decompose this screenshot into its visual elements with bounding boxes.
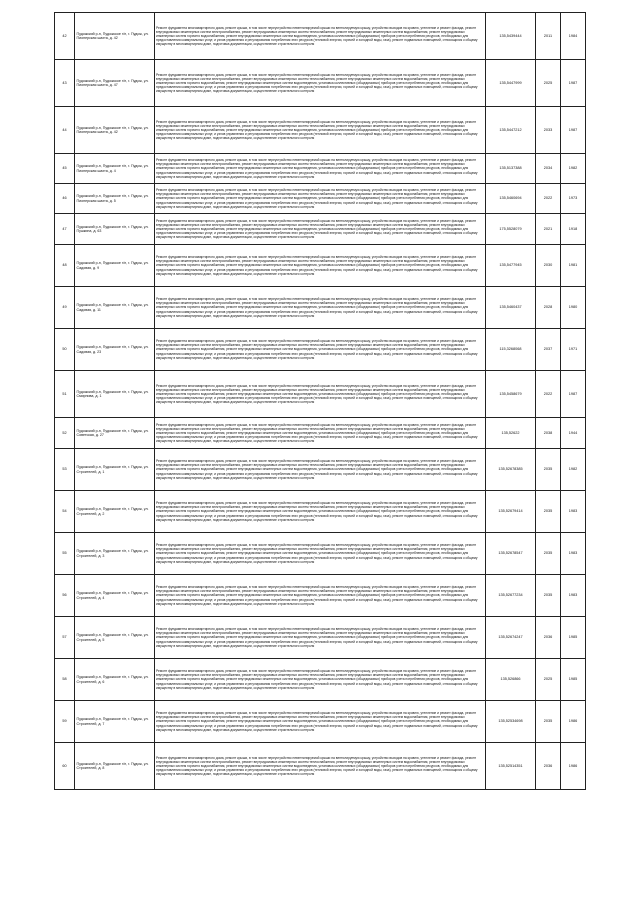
row-number: 59	[55, 701, 75, 743]
address-cell: Пудожский р-н, Пудожское г/п, г. Пудож, ул. Садовая, д. 9	[75, 245, 155, 287]
address-cell: Пудожский р-н, Пудожское г/п, г. Пудож, ул. Пушкина, д. 63	[75, 214, 155, 245]
area-cell: 115,3268068	[486, 329, 536, 371]
table-row	[55, 418, 586, 449]
year-b-cell: 1986	[561, 701, 586, 743]
area-cell: 135,52679414	[486, 491, 536, 533]
row-number: 46	[55, 184, 75, 214]
year-a-cell: 2022	[536, 371, 561, 418]
housing-repair-table	[54, 12, 586, 790]
address-cell: Пудожский р-н, Пудожское г/п, г. Пудож, ул. Строителей, д. 5	[75, 617, 155, 659]
row-number: 58	[55, 659, 75, 701]
year-b-cell: 1918	[561, 214, 586, 245]
year-a-cell: 2021	[536, 214, 561, 245]
table-row	[55, 107, 586, 154]
year-b-cell: 1981	[561, 245, 586, 287]
row-number: 47	[55, 214, 75, 245]
area-cell: 135,52677234	[486, 575, 536, 617]
year-b-cell: 1987	[561, 107, 586, 154]
area-cell: 135,5458679	[486, 371, 536, 418]
table-row	[55, 659, 586, 701]
address-cell: Пудожский р-н, Пудожское г/п, г. Пудож, ул. Строителей, д. 4	[75, 575, 155, 617]
works-description-cell: Ремонт фундамента многоквартирного дома, ремонт крыши, в том числе переустройство невентилируемой крыши на вентилируемую крышу, устройство выходов на кровлю, утепление и ремонт фасада, ремонт внутридомовых инженерных систем электроснабжения, ремонт внутридомовых инженерных систем теплоснабжения, ремонт внутридомовых инженерных систем водоснабжения, ремонт внутридомовых инженерных систем горячего водоснабжения, ремонт внутридомовых инженерных систем водоотведения, установка коллективных (общедомовых) приборов учета потребления ресурсов, необходимых для предоставления коммунальных услуг, и узлов управления и регулирования потребления этих ресурсов (тепловой энергии, горячей и холодной воды, газа), ремонт подвальных помещений, относящихся к общему имуществу в многоквартирном доме, подготовка документации, осуществление строительного контроля	[155, 575, 486, 617]
address-cell: Пудожский р-н, Пудожское г/п, г. Пудож, ул. Смирнова, д. 1	[75, 371, 155, 418]
address-cell: Пудожский р-н, Пудожское г/п, г. Пудож, ул. Садовая, д. 23	[75, 329, 155, 371]
works-description-cell: Ремонт фундамента многоквартирного дома, ремонт крыши, в том числе переустройство невентилируемой крыши на вентилируемую крышу, устройство выходов на кровлю, утепление и ремонт фасада, ремонт внутридомовых инженерных систем электроснабжения, ремонт внутридомовых инженерных систем теплоснабжения, ремонт внутридомовых инженерных систем водоснабжения, ремонт внутридомовых инженерных систем горячего водоснабжения, ремонт внутридомовых инженерных систем водоотведения, установка коллективных (общедомовых) приборов учета потребления ресурсов, необходимых для предоставления коммунальных услуг, и узлов управления и регулирования потребления этих ресурсов (тепловой энергии, горячей и холодной воды, газа), ремонт подвальных помещений, относящихся к общему имуществу в многоквартирном доме, подготовка документации, осуществление строительного контроля	[155, 107, 486, 154]
table-row	[55, 617, 586, 659]
row-number: 52	[55, 418, 75, 449]
address-cell: Пудожский р-н, Пудожское г/п, г. Пудож, ул. Пионерская шахта, д. 4	[75, 154, 155, 184]
area-cell: 135,52678385	[486, 449, 536, 491]
year-b-cell: 1973	[561, 184, 586, 214]
year-b-cell: 1983	[561, 533, 586, 575]
row-number: 42	[55, 13, 75, 60]
area-cell: 135,52622	[486, 418, 536, 449]
table-row	[55, 449, 586, 491]
area-cell: 135,5460437	[486, 287, 536, 329]
works-description-cell: Ремонт фундамента многоквартирного дома, ремонт крыши, в том числе переустройство невентилируемой крыши на вентилируемую крышу, устройство выходов на кровлю, утепление и ремонт фасада, ремонт внутридомовых инженерных систем электроснабжения, ремонт внутридомовых инженерных систем теплоснабжения, ремонт внутридомовых инженерных систем водоснабжения, ремонт внутридомовых инженерных систем горячего водоснабжения, ремонт внутридомовых инженерных систем водоотведения, установка коллективных (общедомовых) приборов учета потребления ресурсов, необходимых для предоставления коммунальных услуг, и узлов управления и регулирования потребления этих ресурсов (тепловой энергии, горячей и холодной воды, газа), ремонт подвальных помещений, относящихся к общему имуществу в многоквартирном доме, подготовка документации, осуществление строительного контроля	[155, 329, 486, 371]
area-cell: 175,5528079	[486, 214, 536, 245]
row-number: 43	[55, 60, 75, 107]
year-b-cell: 1980	[561, 287, 586, 329]
works-description-cell: Ремонт фундамента многоквартирного дома, ремонт крыши, в том числе переустройство невентилируемой крыши на вентилируемую крышу, устройство выходов на кровлю, утепление и ремонт фасада, ремонт внутридомовых инженерных систем электроснабжения, ремонт внутридомовых инженерных систем теплоснабжения, ремонт внутридомовых инженерных систем водоснабжения, ремонт внутридомовых инженерных систем горячего водоснабжения, ремонт внутридомовых инженерных систем водоотведения, установка коллективных (общедомовых) приборов учета потребления ресурсов, необходимых для предоставления коммунальных услуг, и узлов управления и регулирования потребления этих ресурсов (тепловой энергии, горячей и холодной воды, газа), ремонт подвальных помещений, относящихся к общему имуществу в многоквартирном доме, подготовка документации, осуществление строительного контроля	[155, 60, 486, 107]
works-description-cell: Ремонт фундамента многоквартирного дома, ремонт крыши, в том числе переустройство невентилируемой крыши на вентилируемую крышу, устройство выходов на кровлю, утепление и ремонт фасада, ремонт внутридомовых инженерных систем электроснабжения, ремонт внутридомовых инженерных систем теплоснабжения, ремонт внутридомовых инженерных систем водоснабжения, ремонт внутридомовых инженерных систем горячего водоснабжения, ремонт внутридомовых инженерных систем водоотведения, установка коллективных (общедомовых) приборов учета потребления ресурсов, необходимых для предоставления коммунальных услуг, и узлов управления и регулирования потребления этих ресурсов (тепловой энергии, горячей и холодной воды, газа), ремонт подвальных помещений, относящихся к общему имуществу в многоквартирном доме, подготовка документации, осуществление строительного контроля	[155, 245, 486, 287]
year-b-cell: 1984	[561, 13, 586, 60]
row-number: 60	[55, 743, 75, 790]
year-b-cell: 1944	[561, 418, 586, 449]
works-description-cell: Ремонт фундамента многоквартирного дома, ремонт крыши, в том числе переустройство невентилируемой крыши на вентилируемую крышу, устройство выходов на кровлю, утепление и ремонт фасада, ремонт внутридомовых инженерных систем электроснабжения, ремонт внутридомовых инженерных систем теплоснабжения, ремонт внутридомовых инженерных систем водоснабжения, ремонт внутридомовых инженерных систем горячего водоснабжения, ремонт внутридомовых инженерных систем водоотведения, установка коллективных (общедомовых) приборов учета потребления ресурсов, необходимых для предоставления коммунальных услуг, и узлов управления и регулирования потребления этих ресурсов (тепловой энергии, горячей и холодной воды, газа), ремонт подвальных помещений, относящихся к общему имуществу в многоквартирном доме, подготовка документации, осуществление строительного контроля	[155, 184, 486, 214]
year-a-cell: 2035	[536, 575, 561, 617]
area-cell: 135,52514351	[486, 743, 536, 790]
table-row	[55, 371, 586, 418]
table-row	[55, 533, 586, 575]
area-cell: 135,5439444	[486, 13, 536, 60]
works-description-cell: Ремонт фундамента многоквартирного дома, ремонт крыши, в том числе переустройство невентилируемой крыши на вентилируемую крышу, устройство выходов на кровлю, утепление и ремонт фасада, ремонт внутридомовых инженерных систем электроснабжения, ремонт внутридомовых инженерных систем теплоснабжения, ремонт внутридомовых инженерных систем водоснабжения, ремонт внутридомовых инженерных систем горячего водоснабжения, ремонт внутридомовых инженерных систем водоотведения, установка коллективных (общедомовых) приборов учета потребления ресурсов, необходимых для предоставления коммунальных услуг, и узлов управления и регулирования потребления этих ресурсов (тепловой энергии, горячей и холодной воды, газа), ремонт подвальных помещений, относящихся к общему имуществу в многоквартирном доме, подготовка документации, осуществление строительного контроля	[155, 287, 486, 329]
table-row	[55, 743, 586, 790]
year-b-cell: 1986	[561, 743, 586, 790]
year-b-cell: 1982	[561, 449, 586, 491]
row-number: 55	[55, 533, 75, 575]
area-cell: 135,526866	[486, 659, 536, 701]
table-row	[55, 154, 586, 184]
row-number: 49	[55, 287, 75, 329]
year-a-cell: 2022	[536, 184, 561, 214]
table-row	[55, 329, 586, 371]
works-description-cell: Ремонт фундамента многоквартирного дома, ремонт крыши, в том числе переустройство невентилируемой крыши на вентилируемую крышу, устройство выходов на кровлю, утепление и ремонт фасада, ремонт внутридомовых инженерных систем электроснабжения, ремонт внутридомовых инженерных систем теплоснабжения, ремонт внутридомовых инженерных систем водоснабжения, ремонт внутридомовых инженерных систем горячего водоснабжения, ремонт внутридомовых инженерных систем водоотведения, установка коллективных (общедомовых) приборов учета потребления ресурсов, необходимых для предоставления коммунальных услуг, и узлов управления и регулирования потребления этих ресурсов (тепловой энергии, горячей и холодной воды, газа), ремонт подвальных помещений, относящихся к общему имуществу в многоквартирном доме, подготовка документации, осуществление строительного контроля	[155, 13, 486, 60]
address-cell: Пудожский р-н, Пудожское г/п, г. Пудож, ул. Пионерская шахта, д. 42	[75, 13, 155, 60]
row-number: 57	[55, 617, 75, 659]
year-b-cell: 1987	[561, 60, 586, 107]
year-a-cell: 2025	[536, 659, 561, 701]
row-number: 44	[55, 107, 75, 154]
works-description-cell: Ремонт фундамента многоквартирного дома, ремонт крыши, в том числе переустройство невентилируемой крыши на вентилируемую крышу, устройство выходов на кровлю, утепление и ремонт фасада, ремонт внутридомовых инженерных систем электроснабжения, ремонт внутридомовых инженерных систем теплоснабжения, ремонт внутридомовых инженерных систем водоснабжения, ремонт внутридомовых инженерных систем горячего водоснабжения, ремонт внутридомовых инженерных систем водоотведения, установка коллективных (общедомовых) приборов учета потребления ресурсов, необходимых для предоставления коммунальных услуг, и узлов управления и регулирования потребления этих ресурсов (тепловой энергии, горячей и холодной воды, газа), ремонт подвальных помещений, относящихся к общему имуществу в многоквартирном доме, подготовка документации, осуществление строительного контроля	[155, 659, 486, 701]
year-a-cell: 2034	[536, 154, 561, 184]
year-b-cell: 1982	[561, 154, 586, 184]
table-row	[55, 184, 586, 214]
table-body	[55, 13, 586, 790]
area-cell: 135,5447212	[486, 107, 536, 154]
works-description-cell: Ремонт фундамента многоквартирного дома, ремонт крыши, в том числе переустройство невентилируемой крыши на вентилируемую крышу, устройство выходов на кровлю, утепление и ремонт фасада, ремонт внутридомовых инженерных систем электроснабжения, ремонт внутридомовых инженерных систем теплоснабжения, ремонт внутридомовых инженерных систем водоснабжения, ремонт внутридомовых инженерных систем горячего водоснабжения, ремонт внутридомовых инженерных систем водоотведения, установка коллективных (общедомовых) приборов учета потребления ресурсов, необходимых для предоставления коммунальных услуг, и узлов управления и регулирования потребления этих ресурсов (тепловой энергии, горячей и холодной воды, газа), ремонт подвальных помещений, относящихся к общему имуществу в многоквартирном доме, подготовка документации, осуществление строительного контроля	[155, 533, 486, 575]
address-cell: Пудожский р-н, Пудожское г/п, г. Пудож, ул. Пионерская шахта, д. 47	[75, 60, 155, 107]
row-number: 56	[55, 575, 75, 617]
table-row	[55, 287, 586, 329]
year-a-cell: 2028	[536, 287, 561, 329]
works-description-cell: Ремонт фундамента многоквартирного дома, ремонт крыши, в том числе переустройство невентилируемой крыши на вентилируемую крышу, устройство выходов на кровлю, утепление и ремонт фасада, ремонт внутридомовых инженерных систем электроснабжения, ремонт внутридомовых инженерных систем теплоснабжения, ремонт внутридомовых инженерных систем водоснабжения, ремонт внутридомовых инженерных систем горячего водоснабжения, ремонт внутридомовых инженерных систем водоотведения, установка коллективных (общедомовых) приборов учета потребления ресурсов, необходимых для предоставления коммунальных услуг, и узлов управления и регулирования потребления этих ресурсов (тепловой энергии, горячей и холодной воды, газа), ремонт подвальных помещений, относящихся к общему имуществу в многоквартирном доме, подготовка документации, осуществление строительного контроля	[155, 154, 486, 184]
area-cell: 135,5137388	[486, 154, 536, 184]
works-description-cell: Ремонт фундамента многоквартирного дома, ремонт крыши, в том числе переустройство невентилируемой крыши на вентилируемую крышу, устройство выходов на кровлю, утепление и ремонт фасада, ремонт внутридомовых инженерных систем электроснабжения, ремонт внутридомовых инженерных систем теплоснабжения, ремонт внутридомовых инженерных систем водоснабжения, ремонт внутридомовых инженерных систем горячего водоснабжения, ремонт внутридомовых инженерных систем водоотведения, установка коллективных (общедомовых) приборов учета потребления ресурсов, необходимых для предоставления коммунальных услуг, и узлов управления и регулирования потребления этих ресурсов (тепловой энергии, горячей и холодной воды, газа), ремонт подвальных помещений, относящихся к общему имуществу в многоквартирном доме, подготовка документации, осуществление строительного контроля	[155, 617, 486, 659]
address-cell: Пудожский р-н, Пудожское г/п, г. Пудож, ул. Садовая, д. 11	[75, 287, 155, 329]
area-cell: 135,5447999	[486, 60, 536, 107]
year-b-cell: 1983	[561, 575, 586, 617]
area-cell: 135,5477945	[486, 245, 536, 287]
works-description-cell: Ремонт фундамента многоквартирного дома, ремонт крыши, в том числе переустройство невентилируемой крыши на вентилируемую крышу, устройство выходов на кровлю, утепление и ремонт фасада, ремонт внутридомовых инженерных систем электроснабжения, ремонт внутридомовых инженерных систем теплоснабжения, ремонт внутридомовых инженерных систем водоснабжения, ремонт внутридомовых инженерных систем горячего водоснабжения, ремонт внутридомовых инженерных систем водоотведения, установка коллективных (общедомовых) приборов учета потребления ресурсов, необходимых для предоставления коммунальных услуг, и узлов управления и регулирования потребления этих ресурсов (тепловой энергии, горячей и холодной воды, газа), ремонт подвальных помещений, относящихся к общему имуществу в многоквартирном доме, подготовка документации, осуществление строительного контроля	[155, 491, 486, 533]
area-cell: 135,52674247	[486, 617, 536, 659]
year-b-cell: 1985	[561, 617, 586, 659]
address-cell: Пудожский р-н, Пудожское г/п, г. Пудож, ул. Строителей, д. 8	[75, 743, 155, 790]
year-a-cell: 2035	[536, 491, 561, 533]
works-description-cell: Ремонт фундамента многоквартирного дома, ремонт крыши, в том числе переустройство невентилируемой крыши на вентилируемую крышу, устройство выходов на кровлю, утепление и ремонт фасада, ремонт внутридомовых инженерных систем электроснабжения, ремонт внутридомовых инженерных систем теплоснабжения, ремонт внутридомовых инженерных систем водоснабжения, ремонт внутридомовых инженерных систем горячего водоснабжения, ремонт внутридомовых инженерных систем водоотведения, установка коллективных (общедомовых) приборов учета потребления ресурсов, необходимых для предоставления коммунальных услуг, и узлов управления и регулирования потребления этих ресурсов (тепловой энергии, горячей и холодной воды, газа), ремонт подвальных помещений, относящихся к общему имуществу в многоквартирном доме, подготовка документации, осуществление строительного контроля	[155, 743, 486, 790]
works-description-cell: Ремонт фундамента многоквартирного дома, ремонт крыши, в том числе переустройство невентилируемой крыши на вентилируемую крышу, устройство выходов на кровлю, утепление и ремонт фасада, ремонт внутридомовых инженерных систем электроснабжения, ремонт внутридомовых инженерных систем теплоснабжения, ремонт внутридомовых инженерных систем водоснабжения, ремонт внутридомовых инженерных систем горячего водоснабжения, ремонт внутридомовых инженерных систем водоотведения, установка коллективных (общедомовых) приборов учета потребления ресурсов, необходимых для предоставления коммунальных услуг, и узлов управления и регулирования потребления этих ресурсов (тепловой энергии, горячей и холодной воды, газа), ремонт подвальных помещений, относящихся к общему имуществу в многоквартирном доме, подготовка документации, осуществление строительного контроля	[155, 371, 486, 418]
year-b-cell: 1983	[561, 491, 586, 533]
table-row	[55, 245, 586, 287]
row-number: 53	[55, 449, 75, 491]
year-a-cell: 2037	[536, 329, 561, 371]
row-number: 45	[55, 154, 75, 184]
address-cell: Пудожский р-н, Пудожское г/п, г. Пудож, ул. Строителей, д. 7	[75, 701, 155, 743]
table-row	[55, 575, 586, 617]
address-cell: Пудожский р-н, Пудожское г/п, г. Пудож, ул. Строителей, д. 6	[75, 659, 155, 701]
works-description-cell: Ремонт фундамента многоквартирного дома, ремонт крыши, в том числе переустройство невентилируемой крыши на вентилируемую крышу, устройство выходов на кровлю, утепление и ремонт фасада, ремонт внутридомовых инженерных систем электроснабжения, ремонт внутридомовых инженерных систем теплоснабжения, ремонт внутридомовых инженерных систем водоснабжения, ремонт внутридомовых инженерных систем горячего водоснабжения, ремонт внутридомовых инженерных систем водоотведения, установка коллективных (общедомовых) приборов учета потребления ресурсов, необходимых для предоставления коммунальных услуг, и узлов управления и регулирования потребления этих ресурсов (тепловой энергии, горячей и холодной воды, газа), ремонт подвальных помещений, относящихся к общему имуществу в многоквартирном доме, подготовка документации, осуществление строительного контроля	[155, 449, 486, 491]
year-a-cell: 2033	[536, 107, 561, 154]
address-cell: Пудожский р-н, Пудожское г/п, г. Пудож, ул. Строителей, д. 3	[75, 533, 155, 575]
year-a-cell: 2025	[536, 60, 561, 107]
year-a-cell: 2030	[536, 245, 561, 287]
table-row	[55, 491, 586, 533]
year-b-cell: 1971	[561, 329, 586, 371]
year-b-cell: 1985	[561, 659, 586, 701]
address-cell: Пудожский р-н, Пудожское г/п, г. Пудож, ул. Строителей, д. 2	[75, 491, 155, 533]
year-a-cell: 2035	[536, 701, 561, 743]
table-row	[55, 214, 586, 245]
row-number: 51	[55, 371, 75, 418]
table-row	[55, 13, 586, 60]
year-b-cell: 1987	[561, 371, 586, 418]
area-cell: 135,52534698	[486, 701, 536, 743]
address-cell: Пудожский р-н, Пудожское г/п, г. Пудож, ул. Советская, д. 27	[75, 418, 155, 449]
area-cell: 135,52678547	[486, 533, 536, 575]
address-cell: Пудожский р-н, Пудожское г/п, г. Пудож, ул. Пионерская шахта, д. 5	[75, 184, 155, 214]
document-page	[54, 12, 585, 790]
works-description-cell: Ремонт фундамента многоквартирного дома, ремонт крыши, в том числе переустройство невентилируемой крыши на вентилируемую крышу, устройство выходов на кровлю, утепление и ремонт фасада, ремонт внутридомовых инженерных систем электроснабжения, ремонт внутридомовых инженерных систем теплоснабжения, ремонт внутридомовых инженерных систем водоснабжения, ремонт внутридомовых инженерных систем горячего водоснабжения, ремонт внутридомовых инженерных систем водоотведения, установка коллективных (общедомовых) приборов учета потребления ресурсов, необходимых для предоставления коммунальных услуг, и узлов управления и регулирования потребления этих ресурсов (тепловой энергии, горячей и холодной воды, газа), ремонт подвальных помещений, относящихся к общему имуществу в многоквартирном доме, подготовка документации, осуществление строительного контроля	[155, 418, 486, 449]
row-number: 48	[55, 245, 75, 287]
year-a-cell: 2036	[536, 617, 561, 659]
table-row	[55, 701, 586, 743]
row-number: 54	[55, 491, 75, 533]
year-a-cell: 2011	[536, 13, 561, 60]
works-description-cell: Ремонт фундамента многоквартирного дома, ремонт крыши, в том числе переустройство невентилируемой крыши на вентилируемую крышу, устройство выходов на кровлю, утепление и ремонт фасада, ремонт внутридомовых инженерных систем электроснабжения, ремонт внутридомовых инженерных систем теплоснабжения, ремонт внутридомовых инженерных систем водоснабжения, ремонт внутридомовых инженерных систем горячего водоснабжения, ремонт внутридомовых инженерных систем водоотведения, установка коллективных (общедомовых) приборов учета потребления ресурсов, необходимых для предоставления коммунальных услуг, и узлов управления и регулирования потребления этих ресурсов (тепловой энергии, горячей и холодной воды, газа), ремонт подвальных помещений, относящихся к общему имуществу в многоквартирном доме, подготовка документации, осуществление строительного контроля	[155, 214, 486, 245]
year-a-cell: 2035	[536, 449, 561, 491]
works-description-cell: Ремонт фундамента многоквартирного дома, ремонт крыши, в том числе переустройство невентилируемой крыши на вентилируемую крышу, устройство выходов на кровлю, утепление и ремонт фасада, ремонт внутридомовых инженерных систем электроснабжения, ремонт внутридомовых инженерных систем теплоснабжения, ремонт внутридомовых инженерных систем водоснабжения, ремонт внутридомовых инженерных систем горячего водоснабжения, ремонт внутридомовых инженерных систем водоотведения, установка коллективных (общедомовых) приборов учета потребления ресурсов, необходимых для предоставления коммунальных услуг, и узлов управления и регулирования потребления этих ресурсов (тепловой энергии, горячей и холодной воды, газа), ремонт подвальных помещений, относящихся к общему имуществу в многоквартирном доме, подготовка документации, осуществление строительного контроля	[155, 701, 486, 743]
row-number: 50	[55, 329, 75, 371]
table-row	[55, 60, 586, 107]
year-a-cell: 2038	[536, 418, 561, 449]
area-cell: 135,5460694	[486, 184, 536, 214]
year-a-cell: 2035	[536, 533, 561, 575]
address-cell: Пудожский р-н, Пудожское г/п, г. Пудож, ул. Пионерская шахта, д. 42	[75, 107, 155, 154]
year-a-cell: 2036	[536, 743, 561, 790]
address-cell: Пудожский р-н, Пудожское г/п, г. Пудож, ул. Строителей, д. 1	[75, 449, 155, 491]
